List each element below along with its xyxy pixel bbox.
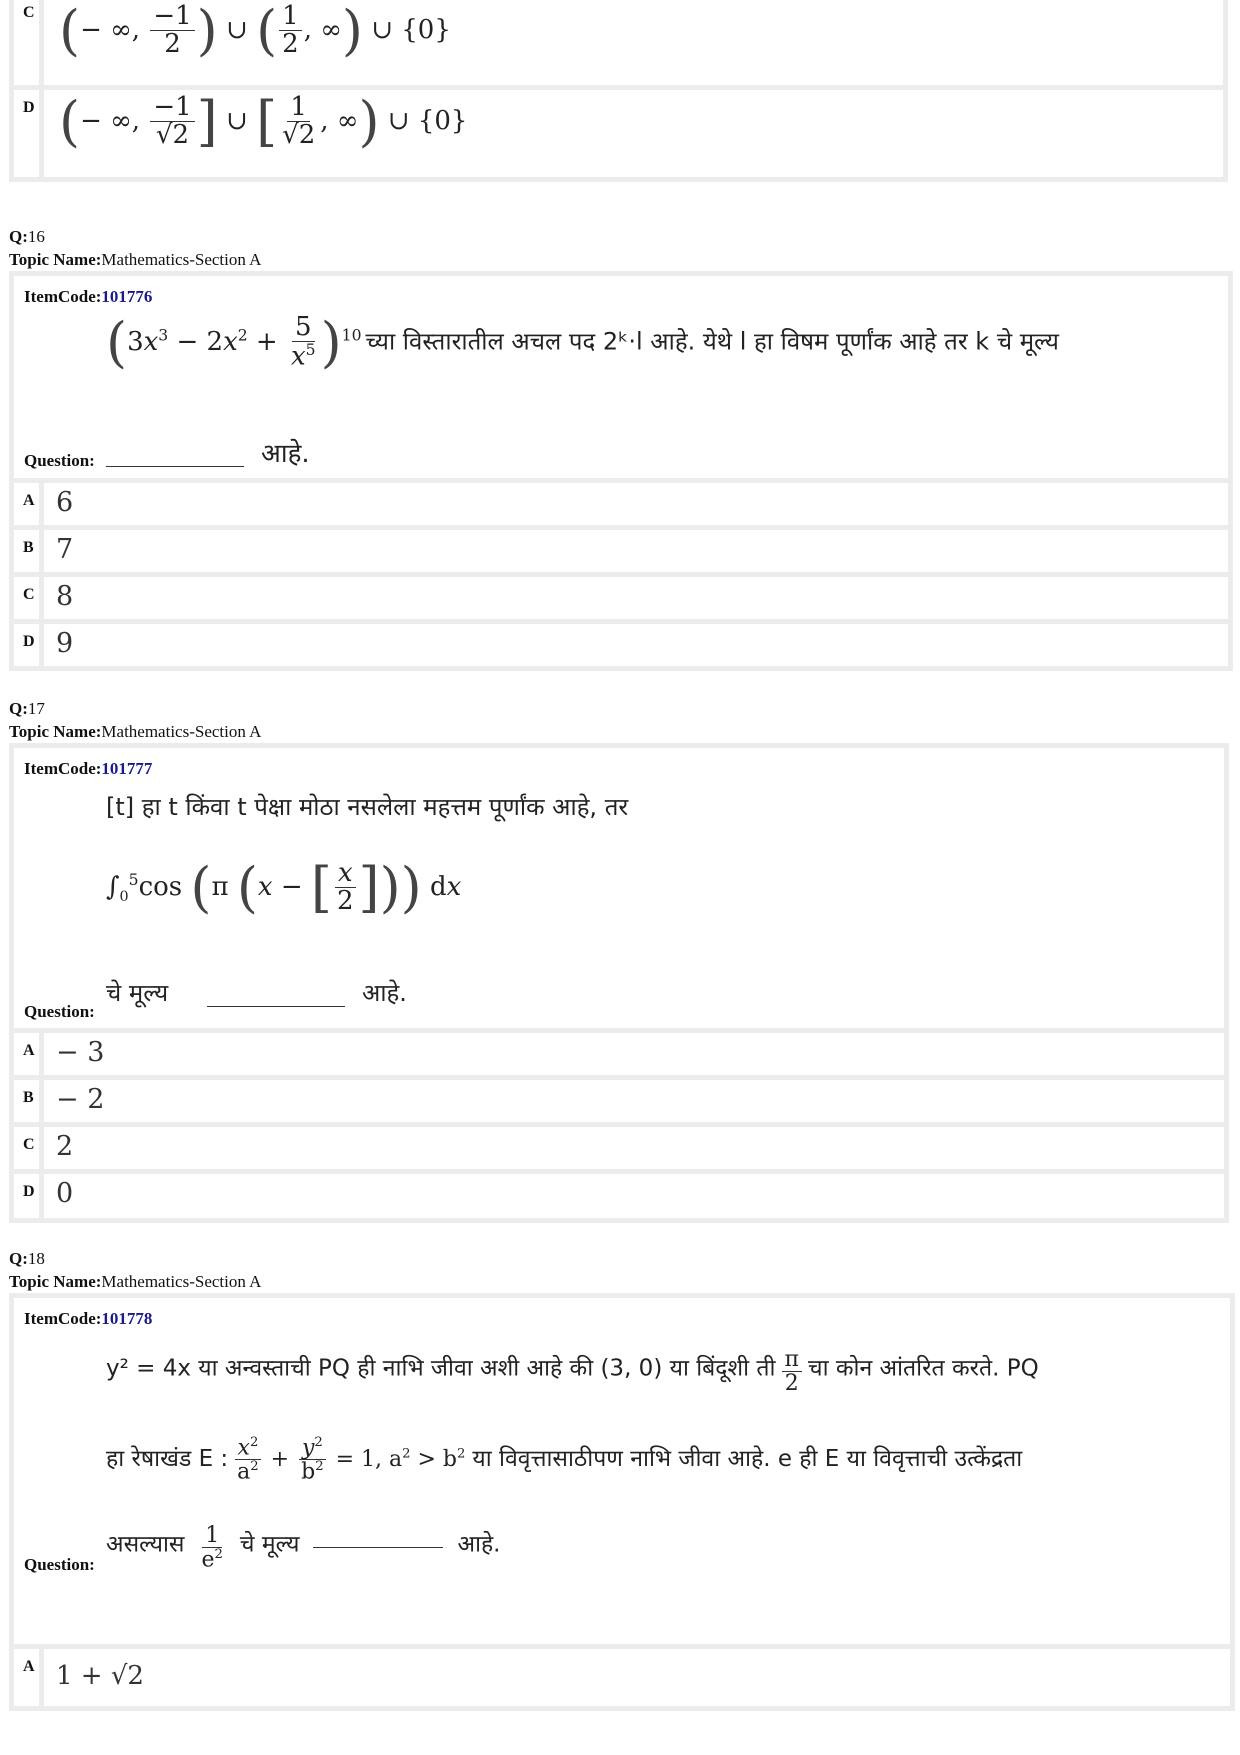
option-value: 9 — [56, 628, 74, 659]
question-label: Question: — [24, 451, 95, 470]
option-row — [14, 85, 1223, 177]
answer-blank — [313, 1547, 443, 1548]
option-value: − 2 — [56, 1084, 105, 1115]
question-box-17 — [9, 743, 1229, 1223]
question-tail-a: चे मूल्य — [106, 979, 169, 1007]
option-row-a — [14, 1644, 1230, 1706]
option-row-b — [14, 525, 1228, 572]
option-label: C — [14, 0, 44, 85]
option-label: B — [14, 1080, 44, 1122]
question-box-18 — [9, 1293, 1235, 1711]
option-row-c — [14, 572, 1228, 619]
option-value: (− ∞, $\frac{-1}{2}$ ) ∪ ( $\frac{1}{2}$ , ∞) ∪ {0} — [59, 0, 451, 62]
question-number: Q:16 — [9, 227, 45, 246]
topic-name: Topic Name:Mathematics-Section A — [9, 250, 262, 269]
option-value: 6 — [56, 487, 74, 518]
question-stem-line1: y² = 4x या अन्वस्ताची PQ ही नाभि जीवा अशी आहे की (3, 0) या बिंदूशी ती $\frac{\pi}{2}$ चा कोन आंतरित करते. PQ — [106, 1347, 1039, 1397]
question-stem: ($3x^3 - 2x^2$ + $\frac{5}{x^5}$ )$^{10}$ च्या विस्तारातील अचल पद 2ᵏ·l आहे. येथे l हा विषम पूर्णांक आहे तर k चे मूल्य — [106, 310, 1059, 374]
option-label: D — [14, 624, 44, 666]
option-label: B — [14, 530, 44, 572]
option-label: C — [14, 1127, 44, 1169]
option-row-a — [14, 1028, 1224, 1075]
answer-blank — [106, 466, 244, 467]
question-label: Question: — [24, 1002, 95, 1021]
option-label: A — [14, 1033, 44, 1075]
item-code: ItemCode:101777 — [24, 759, 153, 778]
option-label: C — [14, 577, 44, 619]
option-row-d — [14, 619, 1228, 666]
item-code: ItemCode:101778 — [24, 1309, 153, 1328]
question-number: Q:17 — [9, 699, 45, 718]
question-stem-line3: असल्यास $\frac{1}{e^2}$ चे मूल्य आहे. — [106, 1523, 501, 1573]
option-value: (− ∞, $\frac{-1}{√2}$ ] ∪ [ $\frac{1}{√2}$ , ∞) ∪ {0} — [59, 89, 468, 153]
question-tail-b: आहे. — [362, 979, 407, 1007]
option-row-c — [14, 1122, 1224, 1169]
topic-name: Topic Name:Mathematics-Section A — [9, 722, 262, 741]
option-value: 0 — [56, 1178, 74, 1209]
option-value: 8 — [56, 581, 74, 612]
option-row-d — [14, 1169, 1224, 1218]
option-row — [14, 0, 1223, 85]
q15-options-box — [9, 0, 1228, 182]
question-integral: $\int_0^5\cos$ (π (x − [ $\frac{x}{2}$ ])) dx — [106, 855, 462, 919]
question-tail: आहे. — [261, 439, 310, 469]
question-box-16 — [9, 271, 1233, 671]
question-number: Q:18 — [9, 1249, 45, 1268]
option-row-b — [14, 1075, 1224, 1122]
topic-name: Topic Name:Mathematics-Section A — [9, 1272, 262, 1291]
option-value: 7 — [56, 534, 74, 565]
option-label: A — [14, 483, 44, 525]
option-value: 2 — [56, 1131, 74, 1162]
item-code: ItemCode:101776 — [24, 287, 153, 306]
option-label: D — [14, 1174, 44, 1218]
option-row-a — [14, 478, 1228, 525]
question-label: Question: — [24, 1555, 95, 1574]
question-stem-line2: हा रेषाखंड E : $\frac{x^2}{a^2}$ + $\frac{y^2}{b^2}$ = 1, $a^2 > b^2$ या विवृत्तासाठीपण नाभि जीवा आहे. e ही E या विवृत्ताची उत्केंद्रता — [106, 1435, 1023, 1485]
option-value: − 3 — [56, 1037, 105, 1068]
option-label: A — [14, 1649, 44, 1706]
option-value: 1 + √2 — [56, 1661, 144, 1691]
answer-blank — [207, 1006, 345, 1007]
question-stem-line1: [t] हा t किंवा t पेक्षा मोठा नसलेला महत्तम पूर्णांक आहे, तर — [106, 793, 629, 821]
option-label: D — [14, 90, 44, 177]
